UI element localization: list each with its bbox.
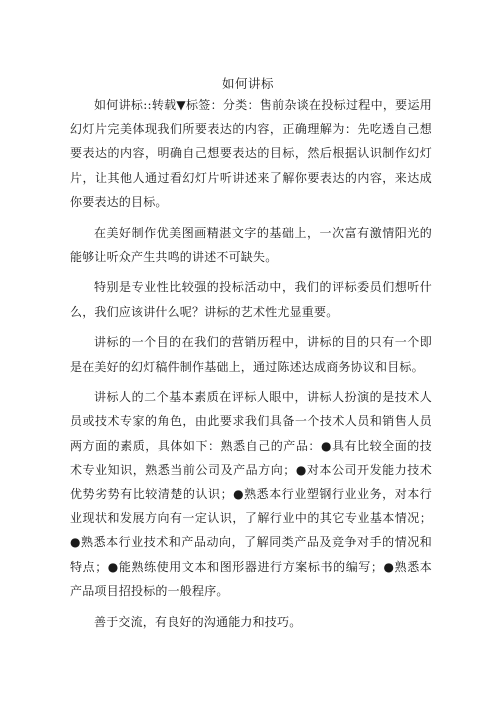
paragraph-purpose: 讲标的一个目的在我们的营销历程中，讲标的目的只有一个即是在美好的幻灯稿件制作基础上，通过陈述达成商务协议和目标。 xyxy=(70,335,432,374)
paragraph-intro: 如何讲标::转载▼标签：分类：售前杂谈在投标过程中，要运用幻灯片完美体现我们所要表达的内容，正确理解为：先吃透自己想要表达的内容，明确自己想要表达的目标，然后根据认识制作幻灯片，让其他人通过看幻灯片听讲述来了解你要表达的内容，来达成你要表达的目标。 xyxy=(70,98,432,209)
paragraph-communication: 善于交流，有良好的沟通能力和技巧。 xyxy=(94,614,302,629)
paragraph-qualities: 讲标人的二个基本素质在评标人眼中，讲标人扮演的是技术人员或技术专家的角色，由此要求我们具备一个技术人员和销售人员两方面的素质，具体如下：熟悉自己的产品：●具有比较全面的技术专业知识，熟悉当前公司及产品方向；●对本公司开发能力技术优势劣势有比较清楚的认识；●熟悉本行业塑钢行业业务，对本行业现状和发展方向有一定认识，了解行业中的其它专业基本情况；●熟悉本行业技术和产品动向，了解同类产品及竞争对手的情况和特点；●能熟练使用文本和图形器进行方案标书的编写；●熟悉本产品项目招投标的一般程序。 xyxy=(70,390,432,598)
paragraph-presentation: 在美好制作优美图画精湛文字的基础上，一次富有激情阳光的能够让听众产生共鸣的讲述不可缺失。 xyxy=(70,225,432,264)
paragraph-bidding-art: 特别是专业性比较强的投标活动中，我们的评标委员们想听什么，我们应该讲什么呢？讲标的艺术性尤显重要。 xyxy=(70,280,432,319)
document-title: 如何讲标 xyxy=(221,76,274,91)
document-body xyxy=(70,93,432,640)
